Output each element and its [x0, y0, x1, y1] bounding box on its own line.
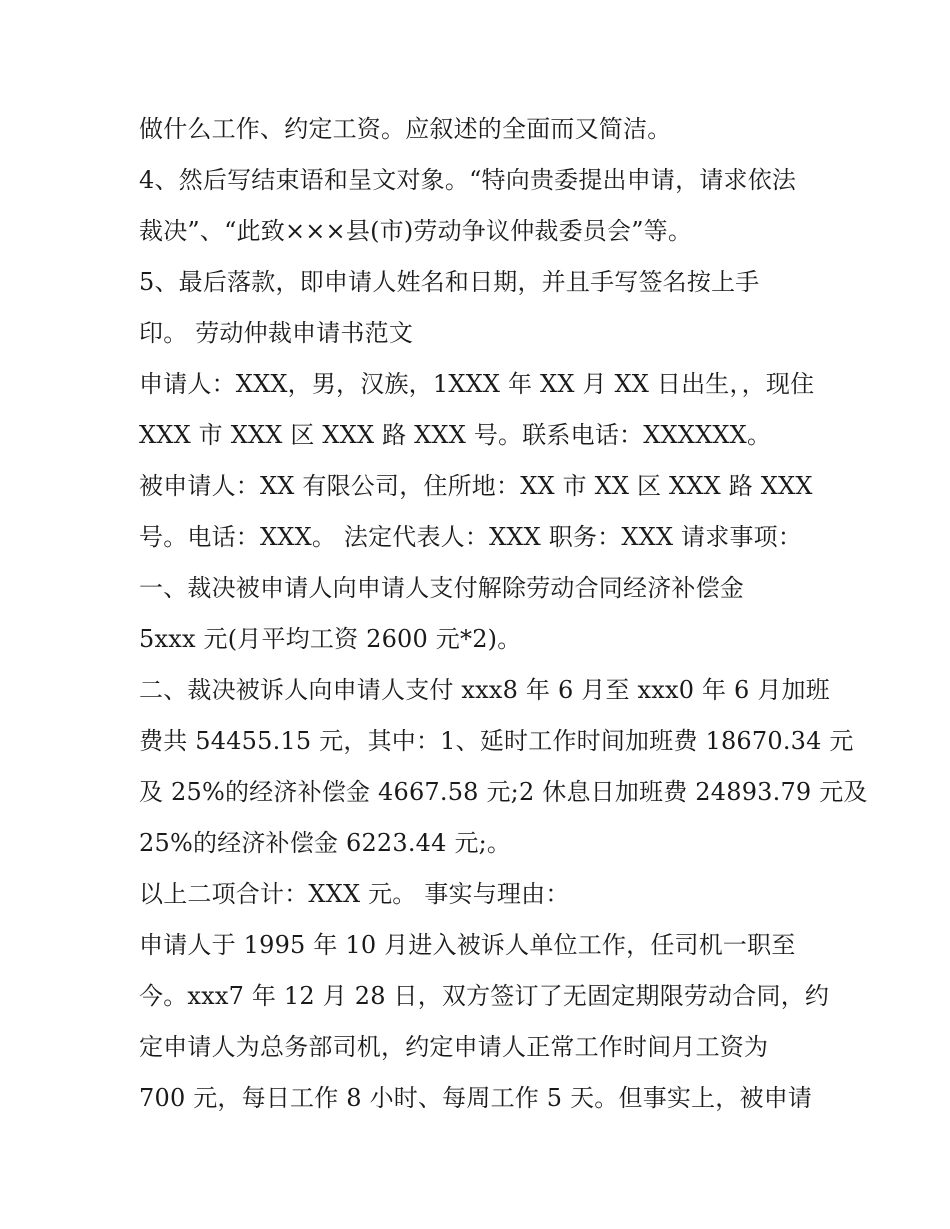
text-line: 号。电话：XXX。 法定代表人：XXX 职务：XXX 请求事项：	[139, 523, 803, 551]
text-line: 25%的经济补偿金 6223.44 元;。	[139, 829, 512, 857]
text-line: 申请人于 1995 年 10 月进入被诉人单位工作，任司机一职至	[139, 931, 796, 959]
text-line: 申请人：XXX，男，汉族，1XXX 年 XX 月 XX 日出生，，现住	[139, 370, 815, 398]
text-line: 及 25%的经济补偿金 4667.58 元;2 休息日加班费 24893.79 元及	[139, 778, 868, 806]
text-line: 定申请人为总务部司机，约定申请人正常工作时间月工资为	[139, 1033, 769, 1061]
text-line: 5、最后落款，即申请人姓名和日期，并且手写签名按上手	[139, 268, 760, 296]
text-line: 做什么工作、约定工资。应叙述的全面而又简洁。	[139, 115, 672, 143]
text-line: XXX 市 XXX 区 XXX 路 XXX 号。联系电话：XXXXXX。	[139, 421, 772, 449]
document-body	[139, 108, 868, 1128]
text-line: 今。xxx7 年 12 月 28 日，双方签订了无固定期限劳动合同，约	[139, 982, 830, 1010]
text-line: 以上二项合计：XXX 元。 事实与理由：	[139, 880, 570, 908]
text-line: 700 元，每日工作 8 小时、每周工作 5 天。但事实上，被申请	[139, 1084, 813, 1112]
text-line: 裁决”、“此致×××县(市)劳动争议仲裁委员会”等。	[139, 217, 693, 245]
text-line: 费共 54455.15 元，其中：1、延时工作时间加班费 18670.34 元	[139, 727, 854, 755]
text-line: 4、然后写结束语和呈文对象。“特向贵委提出申请，请求依法	[139, 166, 797, 194]
text-line: 二、裁决被诉人向申请人支付 xxx8 年 6 月至 xxx0 年 6 月加班	[139, 676, 830, 704]
text-line: 被申请人：XX 有限公司，住所地：XX 市 XX 区 XXX 路 XXX	[139, 472, 813, 500]
text-line: 印。 劳动仲裁申请书范文	[139, 319, 414, 347]
text-line: 一、裁决被申请人向申请人支付解除劳动合同经济补偿金	[139, 574, 744, 602]
text-line: 5xxx 元(月平均工资 2600 元*2)。	[139, 625, 522, 653]
